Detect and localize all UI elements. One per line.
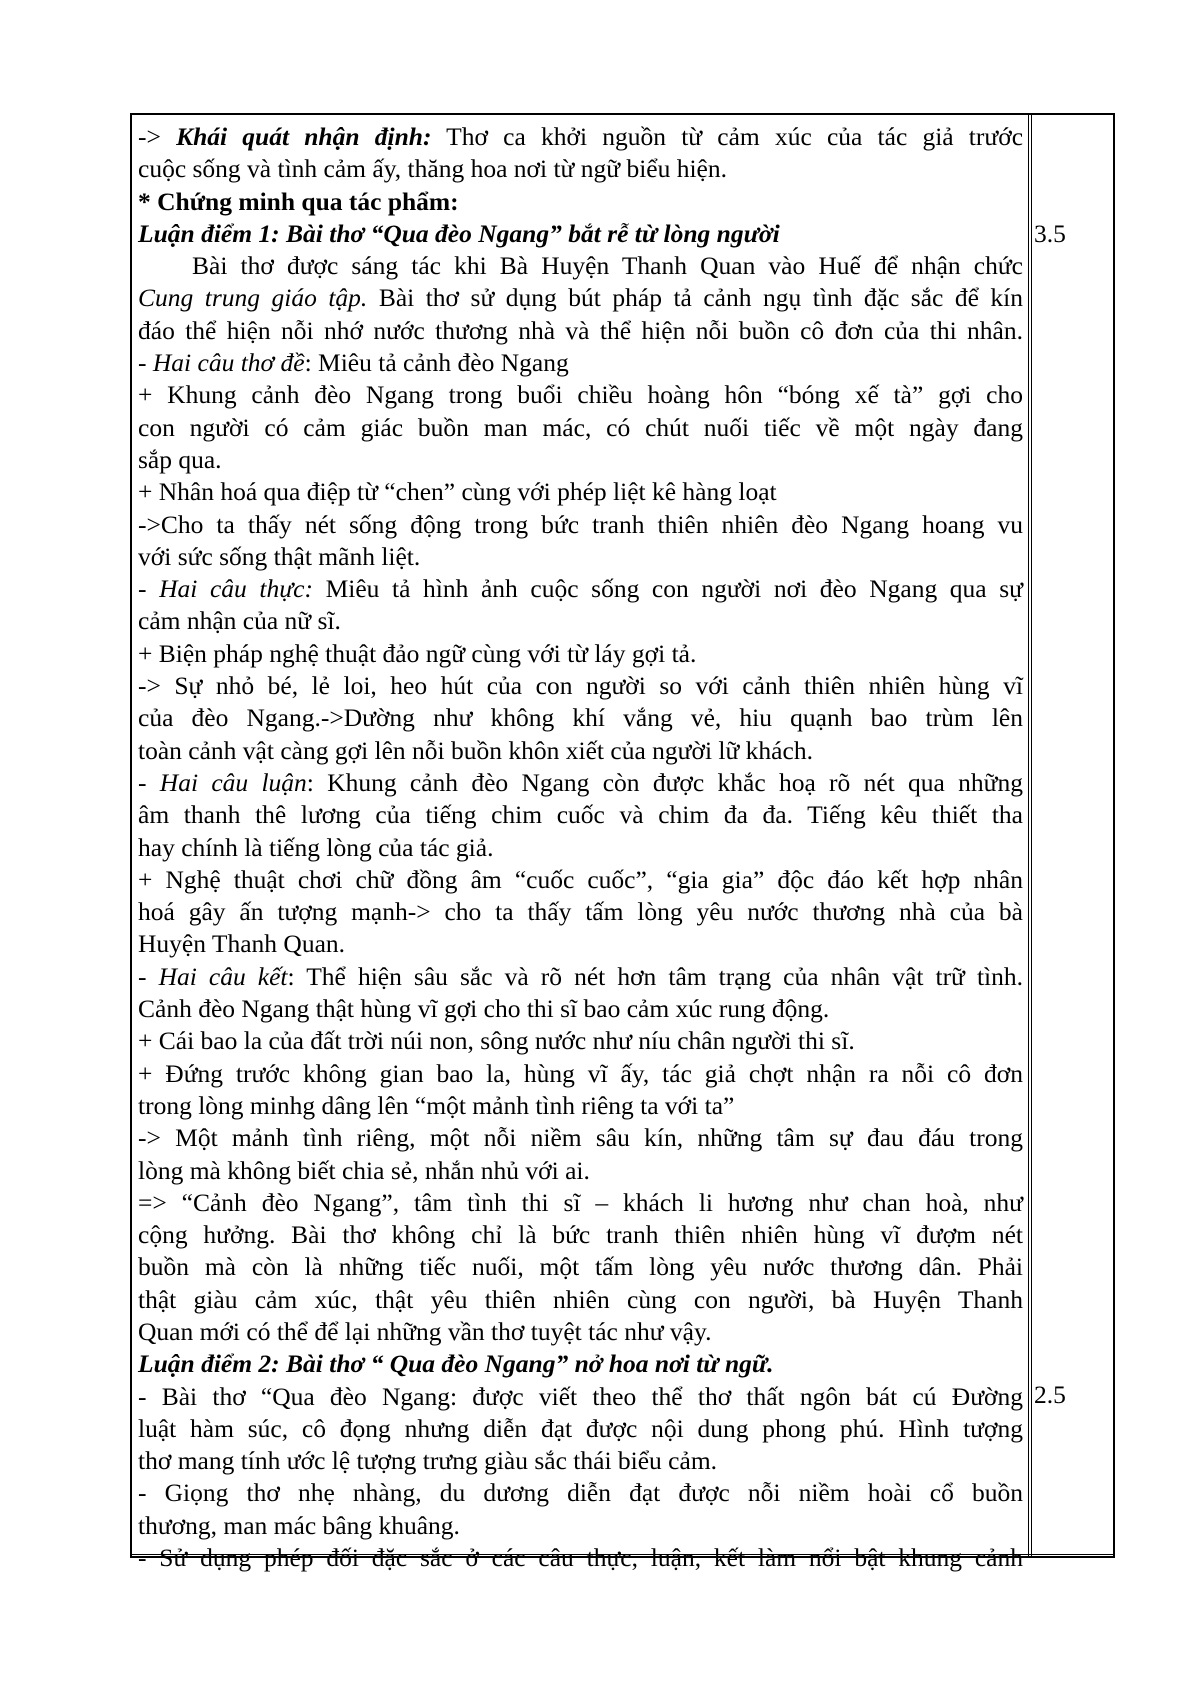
text-line: => “Cảnh đèo Ngang”, tâm tình thi sĩ – khách li hương như chan hoà, như [138,1187,1023,1217]
text-line: với sức sống thật mãnh liệt. [138,541,421,571]
text-line: của đèo Ngang.->Dường như không khí vắng vẻ, hiu quạnh bao trùm lên [138,703,1023,733]
text-line: Huyện Thanh Quan. [138,929,346,959]
text-line: + Nhân hoá qua điệp từ “chen” cùng với phép liệt kê hàng loạt [138,477,777,507]
text-line: buồn mà còn là những tiếc nuối, một tấm lòng yêu nước thương dân. Phải [138,1252,1023,1282]
text-line: thơ mang tính ước lệ tượng trưng giàu sắc thái biểu cảm. [138,1446,718,1476]
text-line: luật hàm súc, cô đọng nhưng diễn đạt được nội dung phong phú. Hình tượng [138,1413,1023,1443]
text-line: toàn cảnh vật càng gợi lên nỗi buồn khôn xiết của người lữ khách. [138,735,813,765]
text-line: sắp qua. [138,444,222,474]
text-line: hoá gây ấn tượng mạnh-> cho ta thấy tấm lòng yêu nước thương nhà của bà [138,897,1023,927]
text-line: hay chính là tiếng lòng của tác giả. [138,832,494,862]
text-line: -> Một mảnh tình riêng, một nỗi niềm sâu kín, những tâm sự đau đáu trong [138,1123,1023,1153]
text-line: + Khung cảnh đèo Ngang trong buổi chiều hoàng hôn “bóng xế tà” gợi cho [138,380,1023,410]
score-point1: 3.5 [1034,219,1066,248]
text-line: con người có cảm giác buồn man mác, có chút nuối tiếc về một ngày đang [138,412,1023,442]
text-line: + Đứng trước không gian bao la, hùng vĩ ấy, tác giả chợt nhận ra nỗi cô đơn [138,1058,1023,1088]
text-line: âm thanh thê lương của tiếng chim cuốc và chim đa đa. Tiếng kêu thiết tha [138,800,1023,830]
point1-para-line: Bài thơ được sáng tác khi Bà Huyện Thanh Quan vào Huế để nhận chức [192,251,1023,281]
text-line: lòng mà không biết chia sẻ, nhắn nhủ với ai. [138,1155,590,1185]
text-line: cảm nhận của nữ sĩ. [138,606,341,636]
column-divider [1028,115,1032,1556]
text-line: cộng hưởng. Bài thơ không chỉ là bức tranh thiên nhiên hùng vĩ đượm nét [138,1220,1023,1250]
content-column [138,121,1023,1574]
text-line: thật giàu cảm xúc, thật yêu thiên nhiên cùng con người, bà Huyện Thanh [138,1284,1023,1314]
score-point2: 2.5 [1034,1380,1066,1409]
intro-label: Khái quát nhận định: [176,122,432,151]
text-line: Quan mới có thể để lại những vần thơ tuyệt tác như vậy. [138,1316,712,1346]
text-line: thương, man mác bâng khuâng. [138,1510,460,1540]
hai-cau-ket-line: - Hai câu kết: Thể hiện sâu sắc và rõ nét hơn tâm trạng của nhân vật trữ tình. [138,961,1024,991]
text-line: + Cái bao la của đất trời núi non, sông nước như níu chân người thi sĩ. [138,1026,855,1056]
text-line: - Giọng thơ nhẹ nhàng, du dương diễn đạt được nỗi niềm hoài cổ buồn [138,1478,1023,1508]
point2-heading: Luận điểm 2: Bài thơ “ Qua đèo Ngang” nở hoa nơi từ ngữ. [138,1349,774,1379]
point1-para-line: đáo thể hiện nỗi nhớ nước thương nhà và thể hiện nỗi buồn cô đơn của thi nhân. [138,315,1023,345]
text-line: + Nghệ thuật chơi chữ đồng âm “cuốc cuốc”, “gia gia” độc đáo kết hợp nhân [138,864,1023,894]
text-line: trong lòng minhg dâng lên “một mảnh tình riêng ta với ta” [138,1090,735,1120]
text-line: ->Cho ta thấy nét sống động trong bức tranh thiên nhiên đèo Ngang hoang vu [138,509,1023,539]
point1-para-line: Cung trung giáo tập. Bài thơ sử dụng bút pháp tả cảnh ngụ tình đặc sắc để kín [138,283,1023,313]
text-line: + Biện pháp nghệ thuật đảo ngữ cùng với từ láy gợi tả. [138,638,697,668]
proof-heading: * Chứng minh qua tác phẩm: [138,186,459,216]
intro-line-1: -> Khái quát nhận định: Thơ ca khởi nguồn từ cảm xúc của tác giả trước [138,122,1024,151]
text-line: - Sử dụng phép đối đặc sắc ở các câu thực, luận, kết làm nổi bật khung cảnh [138,1543,1023,1573]
answer-table [130,113,1115,1573]
hai-cau-thuc-line: - Hai câu thực: Miêu tả hình ảnh cuộc sống con người nơi đèo Ngang qua sự [138,574,1023,604]
text-line: - Bài thơ “Qua đèo Ngang: được viết theo thể thơ thất ngôn bát cú Đường [138,1381,1023,1411]
text-line: Cảnh đèo Ngang thật hùng vĩ gợi cho thi sĩ bao cảm xúc rung động. [138,994,830,1024]
point1-heading: Luận điểm 1: Bài thơ “Qua đèo Ngang” bắt rễ từ lòng người [138,218,780,248]
text-line: -> Sự nhỏ bé, lẻ loi, heo hút của con người so với cảnh thiên nhiên hùng vĩ [138,671,1023,701]
hai-cau-luan-line: - Hai câu luận: Khung cảnh đèo Ngang còn được khắc hoạ rõ nét qua những [138,767,1023,797]
intro-line-2: cuộc sống và tình cảm ấy, thăng hoa nơi từ ngữ biểu hiện. [138,154,728,184]
hai-cau-de-line: - Hai câu thơ đề: Miêu tả cảnh đèo Ngang [138,348,569,378]
